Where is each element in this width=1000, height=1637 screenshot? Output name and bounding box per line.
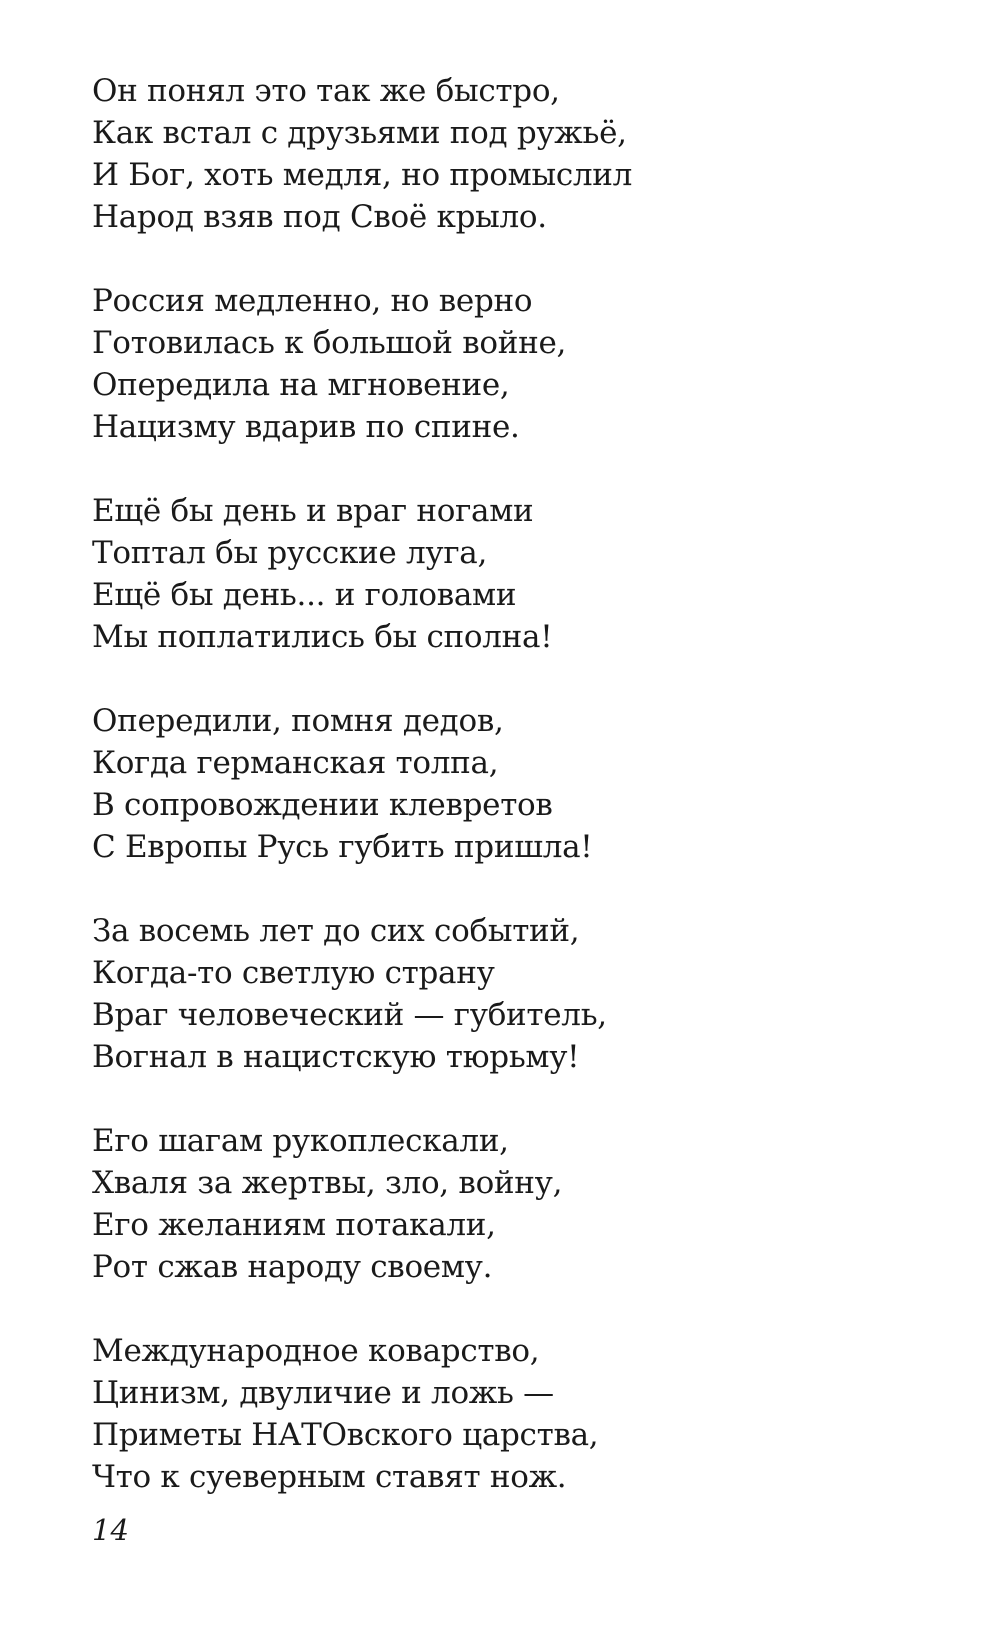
poem-line: За восемь лет до сих событий, xyxy=(92,913,580,949)
poem-line: Как встал с друзьями под ружьё, xyxy=(92,115,627,151)
poem-line: Мы поплатились бы сполна! xyxy=(92,619,553,655)
poem-line: Опередили, помня дедов, xyxy=(92,703,504,739)
poem-line: С Европы Русь губить пришла! xyxy=(92,829,593,865)
stanza-3 xyxy=(92,490,952,658)
poem-line: Топтал бы русские луга, xyxy=(92,535,488,571)
poem-line: Приметы НАТОвского царства, xyxy=(92,1417,599,1453)
stanza-7 xyxy=(92,1330,952,1498)
page-number: 14 xyxy=(92,1513,129,1547)
stanza-4 xyxy=(92,700,952,868)
poem-line: И Бог, хоть медля, но промыслил xyxy=(92,157,633,193)
poem-line: Нацизму вдарив по спине. xyxy=(92,409,520,445)
poem-line: Цинизм, двуличие и ложь — xyxy=(92,1375,554,1411)
stanza-1 xyxy=(92,70,952,238)
poem-line: Рот сжав народу своему. xyxy=(92,1249,493,1285)
poem-line: Ещё бы день и враг ногами xyxy=(92,493,534,529)
poem-line: В сопровождении клевретов xyxy=(92,787,553,823)
poem-line: Россия медленно, но верно xyxy=(92,283,533,319)
stanza-2 xyxy=(92,280,952,448)
poem-line: Хваля за жертвы, зло, войну, xyxy=(92,1165,563,1201)
stanza-6 xyxy=(92,1120,952,1288)
poem-line: Народ взяв под Своё крыло. xyxy=(92,199,547,235)
poem-line: Готовилась к большой войне, xyxy=(92,325,567,361)
poem-line: Вогнал в нацистскую тюрьму! xyxy=(92,1039,580,1075)
poem-line: Международное коварство, xyxy=(92,1333,540,1369)
poem-line: Его шагам рукоплескали, xyxy=(92,1123,509,1159)
poem-line: Когда германская толпа, xyxy=(92,745,499,781)
poem-line: Враг человеческий — губитель, xyxy=(92,997,607,1033)
poem-line: Опередила на мгновение, xyxy=(92,367,510,403)
poem-body xyxy=(92,70,952,1540)
poem-line: Ещё бы день... и головами xyxy=(92,577,517,613)
poem-line: Его желаниям потакали, xyxy=(92,1207,496,1243)
poem-line: Он понял это так же быстро, xyxy=(92,73,560,109)
poem-line: Что к суеверным ставят нож. xyxy=(92,1459,567,1495)
stanza-5 xyxy=(92,910,952,1078)
poem-line: Когда-то светлую страну xyxy=(92,955,495,991)
